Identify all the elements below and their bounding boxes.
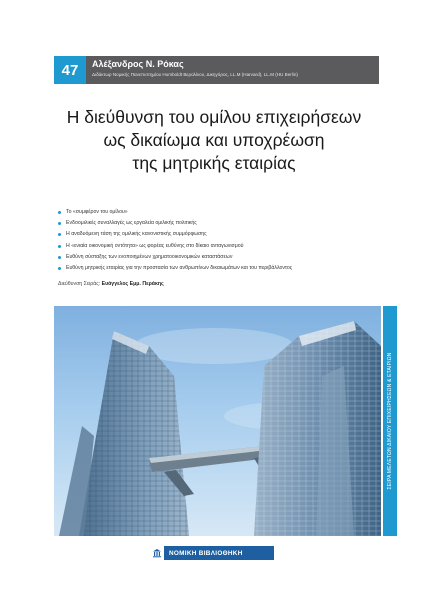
title-line-2: ως δικαίωμα και υποχρέωση bbox=[103, 130, 325, 150]
topics-list bbox=[58, 207, 378, 274]
bullet-icon bbox=[58, 245, 61, 248]
list-item: Η αναδυόμενη τάση της ομιλικής κανονιστικής συμμόρφωσης bbox=[58, 229, 378, 240]
bullet-icon bbox=[58, 233, 61, 236]
list-item: Η «ενιαία οικονομική οντότητα» ως φορέας ευθύνης στο δίκαιο ανταγωνισμού bbox=[58, 241, 378, 252]
author-name: Αλέξανδρος Ν. Ρόκας bbox=[92, 59, 184, 69]
cover-photo-skyscrapers bbox=[54, 306, 381, 536]
editor-label: Διεύθυνση Σειράς: bbox=[58, 281, 101, 287]
editor-name: Ευάγγελος Εμμ. Περάκης bbox=[101, 281, 164, 287]
series-editor bbox=[58, 281, 164, 287]
book-title bbox=[54, 106, 374, 175]
publisher-logo bbox=[150, 546, 274, 560]
list-item: Ευθύνη μητρικής εταιρίας για την προστασία των ανθρωπίνων δικαιωμάτων και του περιβάλλοντος bbox=[58, 263, 378, 274]
columns-icon bbox=[150, 546, 164, 560]
title-line-1: Η διεύθυνση του ομίλου επιχειρήσεων bbox=[66, 107, 362, 127]
list-item: Το «συμφέρον του ομίλου» bbox=[58, 207, 378, 218]
bullet-icon bbox=[58, 267, 61, 270]
series-number: 47 bbox=[54, 56, 86, 84]
publisher-name: ΝΟΜΙΚΗ ΒΙΒΛΙΟΘΗΚΗ bbox=[169, 549, 243, 557]
bullet-icon bbox=[58, 222, 61, 225]
bullet-icon bbox=[58, 211, 61, 214]
title-line-3: της μητρικής εταιρίας bbox=[132, 153, 296, 173]
series-label: ΣΕΙΡΑ ΜΕΛΕΤΩΝ ΔΙΚΑΙΟΥ ΕΠΙΧΕΙΡΗΣΕΩΝ & ΕΤΑΙΡΙΩΝ bbox=[387, 352, 393, 490]
author-credentials: Διδάκτωρ Νομικής Πανεπιστημίου Humboldt Βερολίνου, Δικηγόρος, LL.M (Harvard), LL.M (HU Berlin) bbox=[92, 72, 298, 77]
bullet-icon bbox=[58, 256, 61, 259]
list-item: Ευθύνη σύσταξης των ενοποιημένων χρηματοοικονομικών καταστάσεων bbox=[58, 252, 378, 263]
list-item: Ενδοομιλικές συναλλαγές ως εργαλεία ομιλικής πολιτικής bbox=[58, 218, 378, 229]
